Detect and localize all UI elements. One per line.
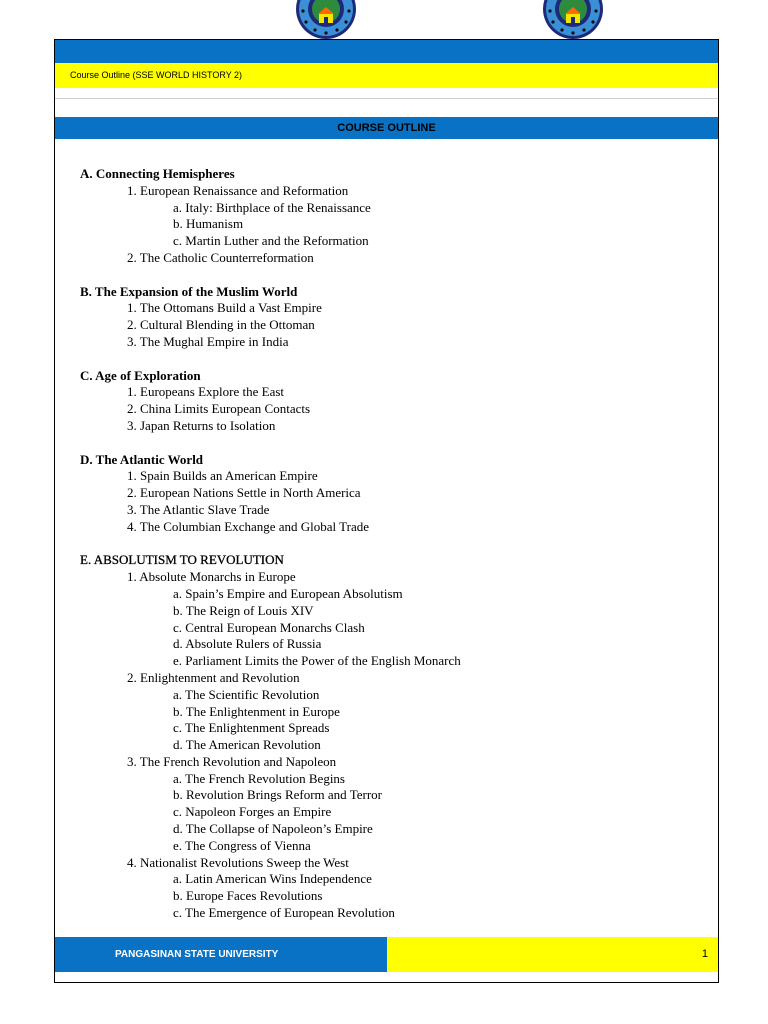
- outline-topic: 4. The Columbian Exchange and Global Trade: [127, 518, 370, 534]
- outline-topic: 2. The Catholic Counterreformation: [127, 249, 314, 265]
- outline-subtopic: a. The Scientific Revolution: [173, 686, 320, 702]
- course-outline: [80, 166, 700, 922]
- section-title: A. Connecting Hemispheres: [80, 166, 235, 181]
- section-title: B. The Expansion of the Muslim World: [80, 283, 298, 299]
- outline-subtopic: e. Parliament Limits the Power of the English Monarch: [173, 653, 461, 669]
- course-label: Course Outline (SSE WORLD HISTORY 2): [55, 63, 718, 88]
- outline-subtopic: b. Revolution Brings Reform and Terror: [173, 787, 382, 803]
- outline-section: [80, 284, 700, 351]
- outline-topic: 3. The French Revolution and Napoleon: [127, 753, 337, 769]
- outline-section: [80, 552, 700, 922]
- outline-subtopic: b. The Reign of Louis XIV: [173, 602, 314, 618]
- university-seal-icon: [542, 0, 604, 40]
- outline-section: [80, 166, 700, 267]
- page-title: COURSE OUTLINE: [55, 117, 718, 139]
- outline-subtopic: d. The American Revolution: [173, 737, 321, 753]
- outline-section: [80, 452, 700, 536]
- outline-topic: 2. China Limits European Contacts: [127, 401, 311, 417]
- outline-subtopic: c. The Enlightenment Spreads: [173, 720, 330, 736]
- section-title: E. ABSOLUTISM TO REVOLUTION: [80, 552, 284, 568]
- outline-topic: 3. The Mughal Empire in India: [127, 333, 289, 349]
- outline-topic: 1. Spain Builds an American Empire: [127, 468, 318, 484]
- outline-topic: 1. Europeans Explore the East: [127, 384, 285, 400]
- section-title: D. The Atlantic World: [80, 451, 204, 467]
- footer-university: PANGASINAN STATE UNIVERSITY: [55, 937, 387, 972]
- outline-subtopic: a. Latin American Wins Independence: [173, 871, 372, 887]
- outline-topic: 1. European Renaissance and Reformation: [127, 182, 349, 198]
- outline-subtopic: c. The Emergence of European Revolution: [173, 905, 395, 921]
- divider: [55, 98, 718, 99]
- outline-topic: 2. European Nations Settle in North America: [127, 485, 361, 501]
- outline-topic: 1. Absolute Monarchs in Europe: [127, 569, 296, 585]
- outline-subtopic: c. Central European Monarchs Clash: [173, 619, 365, 635]
- outline-subtopic: b. The Enlightenment in Europe: [173, 703, 340, 719]
- outline-subtopic: e. The Congress of Vienna: [173, 837, 311, 853]
- section-title: C. Age of Exploration: [80, 367, 201, 383]
- outline-subtopic: c. Martin Luther and the Reformation: [173, 233, 369, 249]
- outline-topic: 2. Cultural Blending in the Ottoman: [127, 317, 315, 333]
- outline-section: [80, 368, 700, 435]
- outline-topic: 3. The Atlantic Slave Trade: [127, 501, 270, 517]
- outline-topic: 4. Nationalist Revolutions Sweep the West: [127, 854, 349, 870]
- outline-subtopic: b. Europe Faces Revolutions: [173, 888, 323, 904]
- outline-subtopic: b. Humanism: [173, 216, 244, 232]
- outline-subtopic: a. Spain’s Empire and European Absolutism: [173, 585, 403, 601]
- outline-subtopic: d. The Collapse of Napoleon’s Empire: [173, 821, 373, 837]
- outline-topic: 1. The Ottomans Build a Vast Empire: [127, 300, 322, 316]
- outline-subtopic: a. The French Revolution Begins: [173, 770, 345, 786]
- outline-topic: 3. Japan Returns to Isolation: [127, 417, 276, 433]
- outline-subtopic: a. Italy: Birthplace of the Renaissance: [173, 199, 371, 215]
- header-blue-band: [55, 40, 718, 63]
- university-seal-icon: [295, 0, 357, 40]
- outline-subtopic: d. Absolute Rulers of Russia: [173, 636, 322, 652]
- outline-topic: 2. Enlightenment and Revolution: [127, 669, 300, 685]
- outline-subtopic: c. Napoleon Forges an Empire: [173, 804, 332, 820]
- page-number: 1: [387, 937, 718, 972]
